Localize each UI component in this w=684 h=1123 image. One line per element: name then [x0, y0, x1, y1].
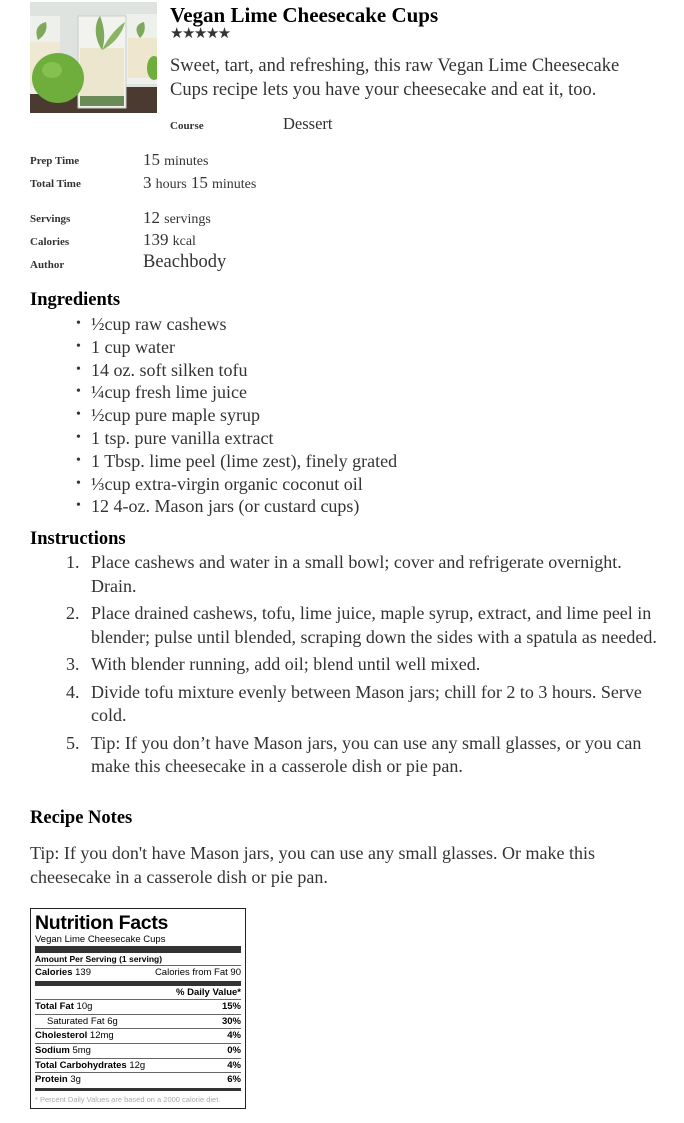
bullet-icon: •: [76, 361, 81, 377]
course-label: Course: [170, 120, 204, 132]
calories-row: [35, 965, 241, 980]
ingredient-name: fresh lime juice: [135, 382, 247, 403]
nutrient-row: [35, 1028, 241, 1043]
recipe-image: [30, 2, 157, 113]
prep-time-value: [143, 150, 208, 170]
nutrient-percent: 30%: [221, 1015, 241, 1027]
ingredient-unit: cup: [104, 382, 131, 403]
calories-unit: kcal: [172, 234, 196, 249]
nutrient-row: [35, 1043, 241, 1058]
nutrient-rows: [35, 999, 241, 1087]
ingredient-amount: 14: [91, 359, 109, 380]
ingredient-item: [76, 495, 397, 518]
ingredient-unit: cup: [104, 405, 131, 426]
ingredients-list: [76, 313, 397, 518]
total-time-hours-unit: hours: [155, 177, 187, 192]
servings-label: Servings: [30, 213, 71, 225]
ingredient-item: [76, 427, 397, 450]
recipe-photo-icon: [30, 2, 157, 113]
nutrient-row: [35, 1014, 241, 1029]
total-time-minutes-unit: minutes: [212, 177, 257, 192]
calories-number: 139: [143, 230, 169, 249]
bullet-icon: •: [76, 498, 81, 514]
author-value: Beachbody: [143, 252, 227, 272]
nutrient-cell: [35, 1059, 145, 1073]
ingredient-name: pure vanilla extract: [134, 427, 274, 448]
ingredient-amount: 1: [91, 450, 100, 471]
ingredient-name: Mason jars (or custard cups): [154, 496, 360, 517]
nutrient-cell: [35, 1000, 92, 1014]
ingredient-item: [76, 404, 397, 427]
nutrient-label: Cholesterol: [35, 1030, 88, 1042]
prep-time-unit: minutes: [164, 154, 209, 169]
nutrient-row: [35, 1072, 241, 1087]
ingredient-amount: 12: [91, 496, 109, 517]
ingredient-item: [76, 381, 397, 404]
ingredient-amount: 1: [91, 336, 100, 357]
instruction-step: [60, 681, 660, 728]
instructions-list: [60, 551, 660, 783]
bullet-icon: •: [76, 384, 81, 400]
servings-unit: servings: [164, 212, 211, 227]
calories-label: Calories: [30, 236, 70, 248]
ingredient-amount: ½: [91, 405, 105, 426]
prep-time-label: Prep Time: [30, 155, 80, 167]
nutrient-row: [35, 999, 241, 1014]
nutrient-amount: 5mg: [72, 1044, 91, 1056]
nutrient-amount: 12g: [129, 1059, 146, 1071]
total-time-minutes: 15: [190, 173, 208, 192]
ingredient-unit: Tbsp.: [104, 450, 145, 471]
instruction-step: [60, 653, 660, 677]
ingredient-name: soft silken tofu: [139, 359, 248, 380]
bullet-icon: •: [76, 475, 81, 491]
step-number: 1.: [66, 552, 80, 572]
nutrient-percent: 6%: [227, 1074, 241, 1086]
ingredient-name: lime peel (lime zest), finely grated: [149, 450, 398, 471]
step-number: 5.: [66, 732, 80, 753]
nutrient-cell: [35, 1044, 91, 1058]
nf-calories-label: Calories: [35, 967, 73, 978]
bullet-icon: •: [76, 338, 81, 354]
step-text: Place cashews and water in a small bowl; cover and refrigerate overnight. Drain.: [91, 552, 622, 596]
nutrient-cell: [47, 1015, 118, 1029]
step-text: Divide tofu mixture evenly between Mason jars; chill for 2 to 3 hours. Serve cold.: [91, 681, 642, 725]
servings-value: [143, 208, 211, 228]
instruction-step: [60, 551, 660, 598]
ingredient-unit: cup: [104, 473, 131, 494]
bullet-icon: •: [76, 316, 81, 331]
star-rating-icon[interactable]: ★★★★★: [170, 26, 230, 42]
nutrition-title: Nutrition Facts: [35, 912, 169, 934]
nutrient-percent: 15%: [221, 1001, 241, 1013]
instructions-heading: Instructions: [30, 529, 126, 549]
nutrition-subtitle: Vegan Lime Cheesecake Cups: [35, 934, 166, 945]
nutrient-label: Protein: [35, 1074, 68, 1086]
step-text: With blender running, add oil; blend until well mixed.: [91, 654, 481, 674]
ingredient-amount: ⅓: [91, 473, 105, 494]
nutrient-cell: [35, 1029, 114, 1043]
ingredient-item: [76, 473, 397, 496]
nutrient-row: [35, 1058, 241, 1073]
ingredient-name: raw cashews: [135, 314, 227, 334]
recipe-notes-text: Tip: If you don't have Mason jars, you can use any small glasses. Or make this cheesecake in a casserole dish or pie pan.: [30, 843, 595, 887]
total-time-value: [143, 173, 256, 193]
ingredient-amount: ¼: [91, 382, 105, 403]
ingredient-item: [76, 313, 397, 336]
recipe-title: Vegan Lime Cheesecake Cups: [170, 3, 439, 27]
ingredient-name: pure maple syrup: [135, 405, 260, 426]
nutrient-percent: 4%: [227, 1030, 241, 1042]
course-value: Dessert: [283, 114, 333, 133]
servings-number: 12: [143, 208, 160, 227]
prep-time-number: 15: [143, 150, 160, 169]
recipe-notes-heading: Recipe Notes: [30, 808, 133, 828]
daily-value-header: % Daily Value*: [176, 986, 241, 998]
calories-cell: [35, 966, 91, 980]
step-text: Tip: If you don’t have Mason jars, you can use any small glasses, or you can make this cheesecake in a casserole dish or pie pan.: [91, 732, 642, 776]
daily-value-header-row: [35, 986, 241, 1000]
calories-from-fat: Calories from Fat 90: [154, 967, 241, 978]
amount-per-serving: Amount Per Serving (1 serving): [35, 954, 163, 964]
nutrient-amount: 6g: [107, 1015, 118, 1027]
nutrition-footnote: * Percent Daily Values are based on a 2000 calorie diet.: [35, 1088, 241, 1106]
ingredient-amount: ½: [91, 314, 105, 334]
ingredient-unit: cup: [104, 336, 131, 357]
step-number: 2.: [66, 603, 80, 623]
total-time-hours: 3: [143, 173, 152, 192]
nf-calories-value: 139: [75, 967, 91, 978]
ingredient-item: [76, 359, 397, 382]
step-number: 3.: [66, 654, 80, 674]
nutrient-amount: 3g: [70, 1074, 81, 1086]
ingredient-name: water: [135, 336, 175, 357]
instruction-step: [60, 732, 660, 779]
nutrient-amount: 12mg: [89, 1030, 114, 1042]
author-label: Author: [30, 259, 65, 271]
ingredient-item: [76, 336, 397, 359]
nutrition-facts-label: [30, 908, 246, 1109]
nutrient-cell: [35, 1073, 81, 1087]
nutrient-label: Saturated Fat: [47, 1015, 105, 1027]
bullet-icon: •: [76, 452, 81, 468]
nutrient-label: Total Carbohydrates: [35, 1059, 127, 1071]
nutrient-percent: 4%: [227, 1059, 241, 1071]
nutrient-label: Sodium: [35, 1044, 70, 1056]
step-number: 4.: [66, 681, 80, 702]
nutrient-percent: 0%: [227, 1044, 241, 1056]
ingredient-unit: 4-oz.: [113, 496, 150, 517]
ingredient-unit: cup: [104, 314, 131, 334]
total-time-label: Total Time: [30, 178, 81, 190]
nutrient-label: Total Fat: [35, 1001, 74, 1013]
nutrition-divider: [35, 946, 241, 953]
bullet-icon: •: [76, 429, 81, 445]
step-text: Place drained cashews, tofu, lime juice, maple syrup, extract, and lime peel in blender; pulse until blended, scraping down the sides with a spatula as needed.: [91, 603, 657, 647]
ingredient-item: [76, 450, 397, 473]
ingredient-unit: oz.: [113, 359, 135, 380]
ingredient-amount: 1: [91, 427, 100, 448]
nutrient-amount: 10g: [76, 1001, 93, 1013]
ingredient-name: extra-virgin organic coconut oil: [135, 473, 363, 494]
recipe-summary: Sweet, tart, and refreshing, this raw Vegan Lime Cheesecake Cups recipe lets you have your cheesecake and eat it, too.: [170, 56, 620, 100]
ingredient-unit: tsp.: [104, 427, 131, 448]
bullet-icon: •: [76, 407, 81, 423]
ingredients-heading: Ingredients: [30, 290, 121, 310]
instruction-step: [60, 602, 660, 649]
calories-value: [143, 230, 196, 250]
